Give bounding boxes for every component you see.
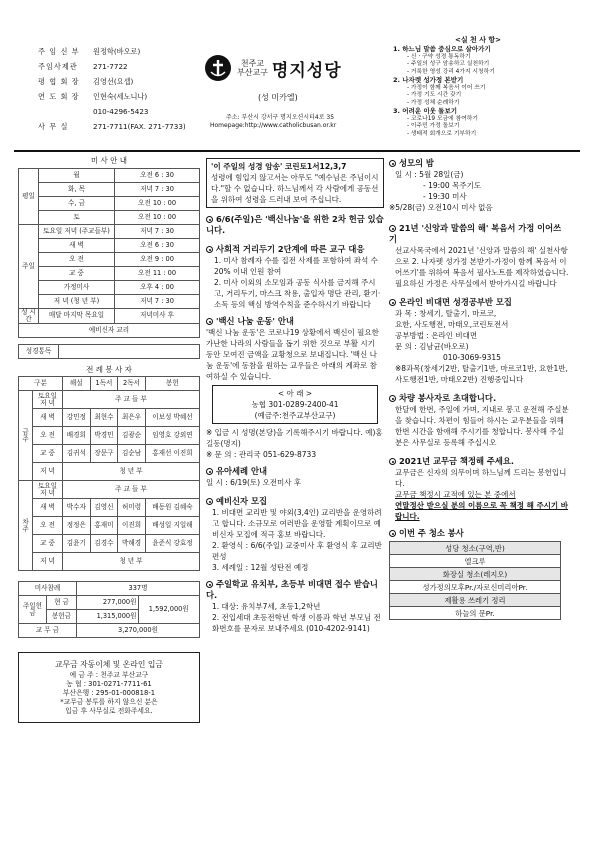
marian-night-title: 성모의 밤 bbox=[399, 158, 434, 168]
section-bullet-icon bbox=[389, 225, 396, 232]
practice-item: - 신 · 구약 성경 통독하기 bbox=[407, 53, 471, 60]
stats-sub: 봉헌금 bbox=[47, 610, 77, 624]
info-value: 인현숙(세노니나) bbox=[93, 91, 148, 101]
info-key: 연 도 회 장 bbox=[38, 91, 80, 101]
servers-slot: 오 전 bbox=[33, 427, 63, 445]
bible-study-line: 010-3069-9315 bbox=[443, 353, 501, 362]
practice-title: <실 천 사 항> bbox=[454, 36, 502, 44]
mass-day: 저 녁 (청 년 부) bbox=[39, 294, 115, 308]
section-bullet-icon bbox=[206, 318, 213, 325]
servers-slot: 저 녁 bbox=[33, 463, 63, 481]
stats-key: 미사참례 bbox=[19, 582, 77, 596]
mass-day: 새 벽 bbox=[39, 238, 115, 252]
diocese-line2: 부산교구 bbox=[237, 68, 268, 77]
info-value: 271-7722 bbox=[93, 62, 128, 71]
servers-slot: 새 벽 bbox=[33, 409, 63, 427]
servers-slot: 교 중 bbox=[33, 535, 63, 553]
stats-value: 1,315,000원 bbox=[77, 610, 139, 624]
left-column bbox=[18, 154, 200, 723]
stats-key: 교 무 금 bbox=[19, 624, 77, 638]
sunday-school-item: 1. 대상: 유치부7세, 초등1,2학년 bbox=[212, 602, 321, 611]
marian-line: 일 시 : 5월 28일(금) bbox=[395, 170, 464, 179]
bank-title: 교무금 자동이체 및 온라인 입금 bbox=[55, 660, 163, 669]
tithe-text: 교무금 책정시 교적에 있는 본 중에서 bbox=[395, 490, 516, 499]
marian-line: ※5/28(금) 오전10시 미사 없음 bbox=[389, 203, 493, 212]
servers-cell: 홍재미 bbox=[90, 517, 118, 535]
bible-study-title: 온라인 비대면 성경공부반 모집 bbox=[399, 297, 512, 307]
info-value: 김영선(요셉) bbox=[93, 76, 134, 86]
gospel-writing-title: 21년 '신앙과 말씀의 해' 복음서 가정 이어쓰기 bbox=[389, 223, 562, 244]
servers-cell: 김영신 bbox=[90, 499, 118, 517]
servers-slot: 교 중 bbox=[33, 445, 63, 463]
mass-day: 월 bbox=[39, 168, 115, 182]
vaccine-campaign-title: '백신 나눔 운동' 안내 bbox=[216, 316, 294, 326]
info-key: 주 임 신 부 bbox=[38, 46, 80, 56]
mass-day: 매달 마지막 목요일 bbox=[39, 308, 115, 323]
infant-baptism-title: 유아세례 안내 bbox=[216, 466, 267, 476]
tithe-text: 교무금은 신자의 의무이며 하느님께 드리는 봉헌입니다. bbox=[395, 468, 567, 488]
section-bullet-icon bbox=[389, 458, 396, 465]
account-box bbox=[212, 385, 378, 424]
bank-line: *교무금 봉투를 하지 않으신 분은 bbox=[60, 698, 158, 706]
mass-day: 토요일 저녁 (주교들부) bbox=[39, 224, 115, 238]
parish-name: 명지성당 bbox=[271, 60, 342, 81]
bank-box bbox=[18, 652, 200, 723]
bible-reading-table bbox=[18, 344, 200, 359]
account-line: (예금주:천주교부산교구) bbox=[254, 411, 336, 420]
mass-time: 저녁 7 : 30 bbox=[115, 182, 200, 196]
practice-head: 1. 하느님 말씀 중심으로 살아가기 bbox=[393, 45, 491, 53]
mass-time: 오전 10 : 00 bbox=[115, 196, 200, 210]
info-key: 주임사제관 bbox=[38, 61, 78, 71]
parish-logo bbox=[205, 55, 342, 81]
stats-value: 3,270,000원 bbox=[77, 624, 200, 638]
mass-time: 저녁미사 후 bbox=[115, 308, 200, 323]
mass-day: 가정미사 bbox=[39, 280, 115, 294]
section-bullet-icon bbox=[206, 468, 213, 475]
servers-group: 금 주 bbox=[19, 391, 33, 481]
servers-head: 1독서 bbox=[90, 377, 118, 391]
servers-slot: 오 전 bbox=[33, 517, 63, 535]
mass-group: 성 시간 bbox=[19, 308, 39, 323]
practice-item: - 가정 성체 순례하기 bbox=[407, 99, 460, 106]
header-divider bbox=[14, 150, 580, 152]
parish-address: 주소: 부산시 강서구 명지오션시티4로 35 bbox=[226, 114, 335, 121]
servers-cell: 김윤기 bbox=[63, 535, 91, 553]
servers-cell: 김경수 bbox=[90, 535, 118, 553]
vaccine-sunday-title: 6/6(주일)은 '백신나눔'을 위한 2차 헌금 있습니다. bbox=[206, 214, 384, 235]
catechumen-item: 2. 환영식 : 6/6(주일) 교중미사 후 환영식 후 교리반 편성 bbox=[212, 541, 382, 561]
servers-cell: 김광순 bbox=[118, 427, 146, 445]
servers-cell: 이보성 박혜선 bbox=[145, 409, 199, 427]
bible-study-line: 과 목 : 창세기, 탈출기, 마르코, bbox=[395, 309, 497, 318]
cross-emblem-icon bbox=[205, 55, 231, 81]
bible-study-line: 공부방법 : 온라인 비대면 bbox=[395, 331, 478, 340]
servers-slot: 새 벽 bbox=[33, 499, 63, 517]
section-bullet-icon bbox=[389, 530, 396, 537]
cleaning-title: 이번 주 청소 봉사 bbox=[399, 528, 464, 538]
cleaning-row: 성당 청소(구역,반) bbox=[390, 542, 561, 555]
section-bullet-icon bbox=[389, 299, 396, 306]
servers-cell: 청 년 부 bbox=[63, 553, 200, 571]
servers-cell: 김순남 bbox=[118, 445, 146, 463]
middle-column bbox=[206, 158, 384, 634]
precatech-label: 예비신자 교리 bbox=[19, 323, 200, 337]
mass-group: 평일 bbox=[19, 168, 39, 224]
mass-day: 교 중 bbox=[39, 266, 115, 280]
servers-cell: 장문구 bbox=[90, 445, 118, 463]
servers-cell: 이진희 bbox=[118, 517, 146, 535]
mass-time: 저녁 7 : 30 bbox=[115, 224, 200, 238]
bank-line: 부산은행 : 295-01-000818-1 bbox=[62, 689, 156, 697]
servers-slot: 토요일 저 녁 bbox=[33, 391, 63, 409]
servers-group: 차 주 bbox=[19, 481, 33, 571]
mass-time: 오전 6 : 30 bbox=[115, 168, 200, 182]
infant-baptism-text: 일 시 : 6/19(토) 오전미사 후 bbox=[206, 478, 302, 487]
practice-item: - 주일의 성구 암송하고 실천하기 bbox=[407, 61, 490, 67]
right-column bbox=[389, 158, 569, 620]
mass-title: 미 사 안 내 bbox=[19, 154, 200, 168]
account-box-title: < 아 래 > bbox=[277, 389, 313, 398]
bank-line: 농 협 : 301-0271-7711-61 bbox=[66, 680, 152, 688]
servers-cell: 박해경 bbox=[118, 535, 146, 553]
section-bullet-icon bbox=[389, 160, 396, 167]
servers-title: 전 례 봉 사 자 bbox=[19, 363, 200, 377]
bible-study-line: 요한, 사도행전, 마태오,코린토전서 bbox=[395, 320, 509, 329]
mass-time: 오전 10 : 00 bbox=[115, 210, 200, 224]
catechumen-item: 3. 세례일 : 12월 성탄전 예정 bbox=[212, 563, 309, 572]
mass-day: 토 bbox=[39, 210, 115, 224]
marian-line: - 19:00 목주기도 bbox=[423, 181, 482, 190]
info-value: 원정학(바오로) bbox=[93, 46, 141, 56]
section-bullet-icon bbox=[206, 246, 213, 253]
info-value: 010-4296-5423 bbox=[93, 107, 149, 116]
servers-cell: 최은우 bbox=[118, 409, 146, 427]
stats-value: 337명 bbox=[77, 582, 200, 596]
cleaning-table bbox=[389, 541, 561, 620]
catechumen-title: 예비신자 모집 bbox=[216, 496, 267, 506]
practice-item: - 가정이 함께 복음서 이어 쓰기 bbox=[407, 84, 486, 91]
practice-item: - 거룩한 영성 강리 4가지 시청하기 bbox=[407, 68, 495, 75]
mass-day: 수, 금 bbox=[39, 196, 115, 210]
section-bullet-icon bbox=[206, 581, 213, 588]
servers-cell: 청 년 부 bbox=[63, 463, 200, 481]
cleaning-row: 화장실 청소(레지오) bbox=[390, 568, 561, 581]
servers-cell: 임영호 강외연 bbox=[145, 427, 199, 445]
servers-cell: 김귀석 bbox=[63, 445, 91, 463]
homepage: Homepage:http://www.catholicbusan.or.kr bbox=[210, 122, 337, 129]
tithe-text: 연말정산 받으실 분의 이름으로 꼭 책정 해 주시기 바랍니다. bbox=[395, 501, 569, 521]
practice-item: - 이주민 가정 돌보기 bbox=[407, 123, 460, 129]
practice-item: - 가정 기도 시간 갖기 bbox=[407, 92, 462, 98]
verse-text: 성령에 힘입지 않고서는 아무도 "예수님은 주님이시다."할 수 없습니다. 하느님께서 각 사람에게 공동선을 위하여 성령을 드러내 보여 주십니다. bbox=[211, 173, 379, 204]
diocese-name bbox=[237, 59, 268, 77]
mass-time: 오전 6 : 30 bbox=[115, 238, 200, 252]
mass-day: 오 전 bbox=[39, 252, 115, 266]
cleaning-row: 엘크루 bbox=[390, 555, 561, 568]
tithe-title: 2021년 교무금 책정해 주세요. bbox=[399, 456, 515, 466]
servers-cell: 정정은 bbox=[63, 517, 91, 535]
stats-table bbox=[18, 581, 200, 638]
servers-cell: 최현수 bbox=[90, 409, 118, 427]
info-key: 평 협 회 장 bbox=[38, 76, 80, 86]
marian-line: - 19:30 미사 bbox=[423, 192, 467, 201]
servers-cell: 윤준식 강효정 bbox=[145, 535, 199, 553]
info-value: 271-7711(FAX. 271-7733) bbox=[93, 122, 186, 131]
vaccine-note: ※ 문 의 : 관리국 051-629-8733 bbox=[206, 450, 317, 459]
mass-time: 오후 4 : 00 bbox=[115, 280, 200, 294]
cleaning-row: 하늘의 문Pr. bbox=[390, 607, 561, 620]
account-line: 농협 301-0289-2400-41 bbox=[251, 400, 339, 409]
servers-head: 구분 bbox=[19, 377, 63, 391]
servers-cell: 배동원 김혜숙 bbox=[145, 499, 199, 517]
patron-saint: (성 미카엘) bbox=[258, 93, 298, 102]
distancing-item: 1. 미사 참례자 수를 집전 사제를 포함하여 좌석 수 20% 이내 인원 참여 bbox=[214, 256, 378, 276]
mass-group: 주일 bbox=[19, 224, 39, 308]
vaccine-campaign-text: '백신 나눔 운동'은 코로나19 상황에서 백신이 필요한 가난한 나라의 사람들을 돕기 위한 것으로 부활 시기 동안 모여진 금액을 교황청으로 보내집니다. '백신 나눔 운동'에 동참을 원하는 교우들은 아래의 계좌로 참여하실 수 있습니다. bbox=[206, 328, 379, 381]
mass-time: 오전 9 : 00 bbox=[115, 252, 200, 266]
cleaning-row: 제활용 쓰레기 정리 bbox=[390, 594, 561, 607]
distancing-item: 2. 미사 이외의 소모임과 공동 식사를 금지해 주시고, 거리두기, 마스크 착용, 출입자 명단 관리, 환기·소독 등의 핵심 방역수칙을 준수하시기 바랍니다 bbox=[214, 278, 381, 309]
section-bullet-icon bbox=[206, 216, 213, 223]
bible-study-line: ※8과목(창세기2반, 탈출기1반, 마르코1반, 요한1반, 사도행전1반, 마태오2반) 진행중입니다 bbox=[395, 364, 568, 384]
servers-cell: 박경민 bbox=[90, 427, 118, 445]
mass-time: 오전 11 : 00 bbox=[115, 266, 200, 280]
practice-item: - 코로나19 모금에 참여하기 bbox=[407, 115, 478, 122]
stats-key: 주일헌금 bbox=[19, 596, 47, 624]
info-key: 사 무 실 bbox=[38, 121, 69, 131]
practice-item: - 생태적 회개으로 기부하기 bbox=[407, 130, 477, 137]
servers-slot: 저 녁 bbox=[33, 553, 63, 571]
servers-cell: 주 교 들 부 bbox=[63, 481, 200, 499]
servers-cell: 주 교 들 부 bbox=[63, 391, 200, 409]
parish-info bbox=[38, 44, 208, 134]
practice-head: 3. 어려운 이웃 돌보기 bbox=[393, 107, 458, 115]
servers-cell: 강민정 bbox=[63, 409, 91, 427]
servers-head: 2독서 bbox=[118, 377, 146, 391]
catechumen-item: 1. 비대면 교리반 및 야외(3,4인) 교리반을 운영하려고 합니다. 소규모로 여러반을 운영할 계획이므로 예비신자 모집에 적극 홍보 바랍니다. bbox=[212, 508, 382, 539]
servers-cell: 허미령 bbox=[118, 499, 146, 517]
servers-head: 해설 bbox=[63, 377, 91, 391]
bible-reading-label: 성경통독 bbox=[19, 344, 59, 358]
gospel-writing-text: 선교사목국에서 2021년 '신앙과 말씀의 해' 실천사항으로 2. 나자렛 성가정 본받기-가정이 함께 복음서 이어쓰기'를 위하여 복음서 필사노트를 제작하였습니다. 필요하신 가정은 사무실에서 받아가시길 바랍니다 bbox=[395, 246, 569, 288]
sunday-school-item: 2. 전입세대 초등전학년 학생 이름과 학년 부모님 전화번호를 문자로 보내주세요 (010-4202-9141) bbox=[212, 613, 381, 633]
section-bullet-icon bbox=[389, 395, 396, 402]
distancing-title: 사회적 거리두기 2단계에 따른 교구 대응 bbox=[216, 244, 365, 254]
driver-text: 한달에 한번, 주일에 가며, 지내로 봉고 운전해 주실분을 찾습니다. 차편이 힘들어 하시는 교우분들을 위해 한번 시간을 함애해 주시기를 청합니다. 봉사해 주실분은 사무실로 등록해 주십시오 bbox=[395, 405, 569, 447]
verse-box bbox=[206, 158, 384, 208]
verse-title: '이 주일의 성경 암송' 코린토1서12,3,7 bbox=[211, 162, 347, 171]
servers-cell: 배경희 bbox=[63, 427, 91, 445]
bank-line: 입금 후 사무실로 전화주세요. bbox=[65, 707, 153, 715]
diocese-line1: 천주교 bbox=[240, 59, 265, 68]
practice-head: 2. 나자렛 성가정 본받기 bbox=[393, 76, 464, 84]
bible-study-line: 문 의 : 김남균(바오로) bbox=[395, 342, 469, 351]
vaccine-note: ※ 입금 시 성명(본당)을 기록해주시기 바랍니다. 예)홍길동(명지) bbox=[206, 428, 383, 448]
servers-cell: 홍재선 이진희 bbox=[145, 445, 199, 463]
sunday-school-title: 주일학교 유치부, 초등부 비대면 접수 받습니다. bbox=[206, 579, 378, 600]
servers-cell: 박수자 bbox=[63, 499, 91, 517]
stats-total: 1,592,000원 bbox=[138, 596, 200, 624]
cleaning-row: 성가정의모후Pr./자로신미리아Pr. bbox=[390, 581, 561, 594]
practice-box bbox=[393, 36, 563, 138]
bank-line: 예 금 주 : 천주교 부산교구 bbox=[69, 671, 149, 679]
stats-sub: 현 금 bbox=[47, 596, 77, 610]
driver-title: 차량 봉사자로 초대합니다. bbox=[399, 393, 497, 403]
servers-slot: 토요일 저 녁 bbox=[33, 481, 63, 499]
section-bullet-icon bbox=[206, 498, 213, 505]
stats-value: 277,000원 bbox=[77, 596, 139, 610]
servers-cell: 배성일 지일해 bbox=[145, 517, 199, 535]
mass-day: 화, 목 bbox=[39, 182, 115, 196]
servers-table bbox=[18, 363, 200, 572]
servers-head: 봉헌 bbox=[145, 377, 199, 391]
mass-time: 저녁 7 : 30 bbox=[115, 294, 200, 308]
mass-schedule-table bbox=[18, 154, 200, 338]
